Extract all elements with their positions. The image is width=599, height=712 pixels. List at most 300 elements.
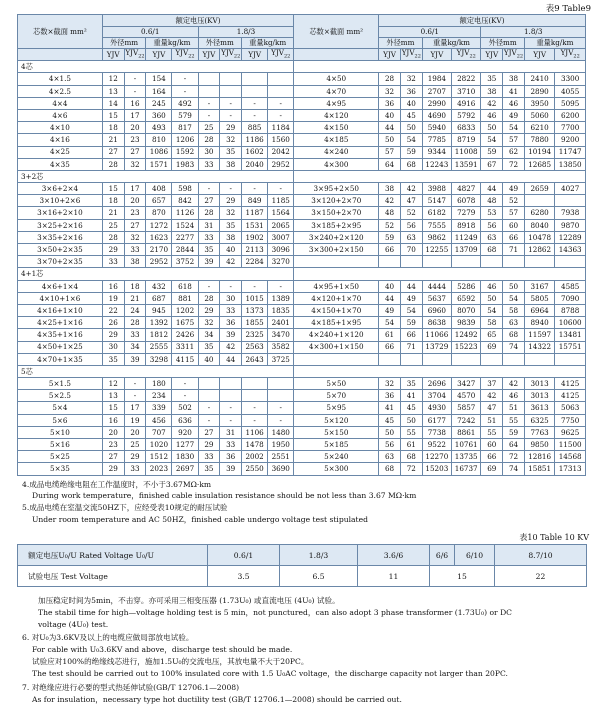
value-cell: 13729 xyxy=(422,341,451,353)
core-section-cell: 5×300 xyxy=(294,463,379,475)
value-cell: 26 xyxy=(102,317,124,329)
value-cell: 1512 xyxy=(146,451,172,463)
value-cell: 3298 xyxy=(146,353,172,365)
value-cell: - xyxy=(220,414,242,426)
value-cell: 70 xyxy=(400,244,422,256)
value-cell: 57 xyxy=(503,134,525,146)
core-section-cell: 4×50+1×25 xyxy=(18,341,103,353)
value-cell: 32 xyxy=(220,207,242,219)
value-cell: 29 xyxy=(198,439,220,451)
value-cell: 45 xyxy=(400,402,422,414)
value-cell xyxy=(555,195,586,207)
value-cell: 40 xyxy=(198,353,220,365)
value-cell: - xyxy=(242,280,268,292)
value-cell: - xyxy=(124,378,146,390)
value-cell: 33 xyxy=(124,329,146,341)
value-cell: 66 xyxy=(400,329,422,341)
value-cell: 33 xyxy=(124,244,146,256)
value-cell: 35 xyxy=(481,73,503,85)
value-cell: 4585 xyxy=(555,280,586,292)
value-cell: 63 xyxy=(379,451,401,463)
value-cell: 60 xyxy=(503,219,525,231)
value-cell: 60 xyxy=(481,439,503,451)
core-section-cell: 4×16+1×10 xyxy=(18,304,103,316)
value-cell: 12255 xyxy=(422,244,451,256)
value-cell: 1015 xyxy=(242,292,268,304)
value-cell: 33 xyxy=(198,158,220,170)
value-cell: 1830 xyxy=(172,451,198,463)
value-cell: 40 xyxy=(220,244,242,256)
value-cell xyxy=(422,256,451,268)
value-cell: - xyxy=(268,414,294,426)
value-cell: 707 xyxy=(146,426,172,438)
value-cell: 33 xyxy=(124,463,146,475)
value-cell: 1185 xyxy=(268,195,294,207)
value-cell: 1277 xyxy=(172,439,198,451)
value-cell: 164 xyxy=(146,85,172,97)
core-section-cell: 4×16 xyxy=(18,134,103,146)
value-cell: 1206 xyxy=(172,134,198,146)
value-cell: 69 xyxy=(481,341,503,353)
value-cell: 842 xyxy=(172,195,198,207)
value-cell: 46 xyxy=(481,280,503,292)
value-cell: 32 xyxy=(379,85,401,97)
value-cell: 48 xyxy=(481,195,503,207)
outer-diameter-header: 外径mm xyxy=(102,38,146,49)
value-cell: - xyxy=(220,183,242,195)
value-cell: 20 xyxy=(124,122,146,134)
value-cell: 33 xyxy=(220,304,242,316)
weight-header: 重量kg/km xyxy=(146,38,198,49)
value-cell: 46 xyxy=(503,390,525,402)
value-cell: 12289 xyxy=(555,231,586,243)
value-cell: 10600 xyxy=(555,317,586,329)
core-section-cell xyxy=(294,353,379,365)
value-cell: 69 xyxy=(481,463,503,475)
note-after-en2: voltage (4U₀) test. xyxy=(38,620,109,629)
value-cell: 25 xyxy=(124,439,146,451)
value-cell: - xyxy=(268,109,294,121)
core-section-cell: 3×240+2×120 xyxy=(294,231,379,243)
value-cell: 2023 xyxy=(146,463,172,475)
value-cell: 42 xyxy=(481,390,503,402)
value-cell: 1602 xyxy=(242,146,268,158)
core-section-cell: 4×185 xyxy=(294,134,379,146)
value-cell: 11008 xyxy=(452,146,481,158)
value-cell: 2550 xyxy=(242,463,268,475)
value-cell: 38 xyxy=(220,231,242,243)
value-cell: 12685 xyxy=(524,158,554,170)
value-cell: 618 xyxy=(172,280,198,292)
value-cell: 50 xyxy=(481,292,503,304)
value-cell: 27 xyxy=(102,146,124,158)
value-cell: 28 xyxy=(124,317,146,329)
value-cell: 46 xyxy=(481,109,503,121)
value-cell: 12816 xyxy=(524,451,554,463)
value-cell: 31 xyxy=(198,219,220,231)
table-row xyxy=(18,439,586,451)
core-section-cell: 5×2.5 xyxy=(18,390,103,402)
value-cell: - xyxy=(198,280,220,292)
core-section-cell: 5×16 xyxy=(18,439,103,451)
core-section-cell: 5×4 xyxy=(18,402,103,414)
core-section-cell: 4×35 xyxy=(18,158,103,170)
table-row xyxy=(18,390,586,402)
core-section-cell: 5×6 xyxy=(18,414,103,426)
value-cell: - xyxy=(124,85,146,97)
value-cell: 38 xyxy=(503,73,525,85)
value-cell: 13481 xyxy=(555,329,586,341)
table-row xyxy=(18,463,586,475)
core-section-cell: 4×300 xyxy=(294,158,379,170)
table10-label: 表10 Table 10 KV xyxy=(519,533,589,542)
value-cell: 27 xyxy=(124,146,146,158)
value-cell: - xyxy=(124,73,146,85)
core-section-cell: 4×240+1×120 xyxy=(294,329,379,341)
section-label: 4芯 xyxy=(18,61,294,73)
value-cell: 5857 xyxy=(452,402,481,414)
value-cell xyxy=(481,353,503,365)
value-cell: 2325 xyxy=(242,329,268,341)
value-cell: 68 xyxy=(400,451,422,463)
value-cell: 35 xyxy=(220,146,242,158)
value-cell: 5805 xyxy=(524,292,554,304)
value-cell: 29 xyxy=(102,329,124,341)
yjv22-header: $YJV_{22}$ xyxy=(268,49,294,61)
table-row xyxy=(18,134,586,146)
value-cell: 72 xyxy=(503,158,525,170)
value-cell: 21 xyxy=(124,292,146,304)
value-cell: 35 xyxy=(198,244,220,256)
value-cell: 6964 xyxy=(524,304,554,316)
value-cell: 66 xyxy=(503,231,525,243)
core-section-cell: 4×120+1×70 xyxy=(294,292,379,304)
value-cell: 34 xyxy=(124,341,146,353)
value-cell: - xyxy=(242,109,268,121)
value-cell: 49 xyxy=(379,304,401,316)
value-cell: 27 xyxy=(124,219,146,231)
value-cell: 8040 xyxy=(524,219,554,231)
value-cell: 18 xyxy=(124,280,146,292)
value-cell: 5637 xyxy=(422,292,451,304)
yjv-header: YJV xyxy=(481,49,503,61)
value-cell: 870 xyxy=(146,207,172,219)
value-cell: 2426 xyxy=(172,329,198,341)
core-section-cell: 4×6+1×4 xyxy=(18,280,103,292)
value-cell: 3690 xyxy=(268,463,294,475)
value-cell: 66 xyxy=(379,244,401,256)
table-row xyxy=(18,97,586,109)
value-cell: 68 xyxy=(503,329,525,341)
value-cell: 13850 xyxy=(555,158,586,170)
value-cell: 61 xyxy=(400,439,422,451)
value-cell: 63 xyxy=(481,231,503,243)
value-cell: 598 xyxy=(172,183,198,195)
value-cell: 7938 xyxy=(555,207,586,219)
value-cell: 6210 xyxy=(524,122,554,134)
core-section-cell: 3×6+2×4 xyxy=(18,183,103,195)
value-cell: 1675 xyxy=(172,317,198,329)
value-cell: 71 xyxy=(400,341,422,353)
core-section-cell: 5×95 xyxy=(294,402,379,414)
value-cell: 34 xyxy=(198,329,220,341)
value-cell: 2990 xyxy=(422,97,451,109)
value-cell: 432 xyxy=(146,280,172,292)
value-cell: 245 xyxy=(146,97,172,109)
core-section-cell: 4×25+1×16 xyxy=(18,317,103,329)
yjv-header: YJV xyxy=(379,49,401,61)
table-row xyxy=(18,329,586,341)
value-cell: 35 xyxy=(102,353,124,365)
value-cell: 6280 xyxy=(524,207,554,219)
value-cell: 32 xyxy=(198,317,220,329)
value-cell: 28 xyxy=(198,207,220,219)
value-cell: - xyxy=(198,183,220,195)
value-cell: 16 xyxy=(124,97,146,109)
rated-voltage-value: 6/10 xyxy=(455,545,495,566)
value-cell: 72 xyxy=(400,463,422,475)
core-section-cell: 4×50 xyxy=(294,73,379,85)
value-cell: 35 xyxy=(220,219,242,231)
value-cell xyxy=(220,73,242,85)
value-cell: - xyxy=(172,85,198,97)
value-cell: - xyxy=(172,378,198,390)
value-cell xyxy=(242,73,268,85)
value-cell: - xyxy=(242,97,268,109)
note6-cn2: 试验应对100%的绝缘线芯进行，施加1.5U₀的交流电压，其放电量不大于20PC。 xyxy=(32,657,309,666)
value-cell: 63 xyxy=(400,231,422,243)
value-cell: 6325 xyxy=(524,414,554,426)
table-row xyxy=(18,256,586,268)
value-cell: - xyxy=(220,280,242,292)
value-cell: 657 xyxy=(146,195,172,207)
table-row xyxy=(18,353,586,365)
table-row xyxy=(18,207,586,219)
value-cell: 456 xyxy=(146,414,172,426)
value-cell: 40 xyxy=(379,280,401,292)
value-cell: 49 xyxy=(400,292,422,304)
value-cell: 13735 xyxy=(452,451,481,463)
value-cell: - xyxy=(220,109,242,121)
value-cell: 15 xyxy=(102,402,124,414)
core-section-cell: 5×240 xyxy=(294,451,379,463)
value-cell: 33 xyxy=(102,256,124,268)
core-section-cell: 4×95 xyxy=(294,97,379,109)
table-row xyxy=(18,158,586,170)
core-section-header-right: 芯数×截面 mm² xyxy=(294,15,379,49)
core-section-cell: 5×120 xyxy=(294,414,379,426)
value-cell: 1812 xyxy=(146,329,172,341)
value-cell: 36 xyxy=(400,85,422,97)
value-cell: 6833 xyxy=(452,122,481,134)
table-row xyxy=(18,280,586,292)
value-cell: 849 xyxy=(242,195,268,207)
value-cell: 1184 xyxy=(268,122,294,134)
value-cell: 39 xyxy=(220,463,242,475)
value-cell: 58 xyxy=(481,317,503,329)
note7-cn: 7. 对绝缘应进行必要的型式热延伸试验(GB/T 12706.1—2008) xyxy=(22,683,240,692)
value-cell: 68 xyxy=(379,463,401,475)
value-cell: 1902 xyxy=(242,231,268,243)
core-section-cell: 4×120 xyxy=(294,109,379,121)
value-cell: 14 xyxy=(102,97,124,109)
core-section-cell: 4×95+1×50 xyxy=(294,280,379,292)
value-cell: 15751 xyxy=(555,341,586,353)
section-label: 5芯 xyxy=(18,365,294,377)
table-row xyxy=(18,146,586,158)
value-cell: 15223 xyxy=(452,341,481,353)
value-cell: 1106 xyxy=(242,426,268,438)
value-cell: 32 xyxy=(124,231,146,243)
value-cell xyxy=(503,256,525,268)
value-cell: 5940 xyxy=(422,122,451,134)
value-cell: 53 xyxy=(481,207,503,219)
value-cell: 3704 xyxy=(422,390,451,402)
value-cell: - xyxy=(220,402,242,414)
value-cell: 1272 xyxy=(146,219,172,231)
value-cell: 2697 xyxy=(172,463,198,475)
core-section-cell: 5×1.5 xyxy=(18,378,103,390)
value-cell: 19 xyxy=(124,414,146,426)
value-cell xyxy=(268,73,294,85)
value-cell: 4570 xyxy=(452,390,481,402)
value-cell: 36 xyxy=(379,390,401,402)
table9-label: 表9 Table9 xyxy=(545,4,591,14)
value-cell: 14568 xyxy=(555,451,586,463)
value-cell xyxy=(198,378,220,390)
value-cell: 68 xyxy=(400,158,422,170)
value-cell: 16 xyxy=(102,280,124,292)
value-cell: 55 xyxy=(481,426,503,438)
value-cell: 12243 xyxy=(422,158,451,170)
value-cell: - xyxy=(268,280,294,292)
value-cell: - xyxy=(124,390,146,402)
value-cell: 3950 xyxy=(524,97,554,109)
value-cell: 64 xyxy=(379,158,401,170)
value-cell: 1389 xyxy=(268,292,294,304)
value-cell: 52 xyxy=(400,207,422,219)
value-cell: 39 xyxy=(198,256,220,268)
value-cell: 4930 xyxy=(422,402,451,414)
value-cell: 7750 xyxy=(555,414,586,426)
value-cell: 42 xyxy=(503,378,525,390)
value-cell: - xyxy=(198,97,220,109)
yjv22-header: $YJV_{22}$ xyxy=(172,49,198,61)
value-cell: 3582 xyxy=(268,341,294,353)
value-cell: 1983 xyxy=(172,158,198,170)
value-cell xyxy=(400,353,422,365)
core-section-cell: 4×150 xyxy=(294,122,379,134)
value-cell: 6592 xyxy=(452,292,481,304)
value-cell: 35 xyxy=(198,341,220,353)
core-section-cell: 3×300+2×150 xyxy=(294,244,379,256)
value-cell: 33 xyxy=(220,439,242,451)
rated-voltage-value: 0.6/1 xyxy=(208,545,280,566)
core-section-cell: 3×150+2×70 xyxy=(294,207,379,219)
value-cell: 10478 xyxy=(524,231,554,243)
weight-header: 重量kg/km xyxy=(242,38,294,49)
yjv-header: YJV xyxy=(242,49,268,61)
value-cell: 18 xyxy=(102,122,124,134)
value-cell xyxy=(198,85,220,97)
value-cell: 4125 xyxy=(555,390,586,402)
value-cell: 2065 xyxy=(268,219,294,231)
value-cell: 493 xyxy=(146,122,172,134)
blank-cell xyxy=(294,49,379,61)
value-cell: 2707 xyxy=(422,85,451,97)
value-cell: 408 xyxy=(146,183,172,195)
core-section-cell: 3×185+2×95 xyxy=(294,219,379,231)
value-cell: 1623 xyxy=(146,231,172,243)
value-cell: 15203 xyxy=(422,463,451,475)
value-cell xyxy=(524,353,554,365)
value-cell: 1571 xyxy=(146,158,172,170)
core-section-cell: 4×240 xyxy=(294,146,379,158)
voltage-06-header: 0.6/1 xyxy=(379,27,481,38)
note7-en: As for insulation，necessary type hot ductility test (GB/T 12706.1—2008) should be carried out. xyxy=(32,695,402,704)
value-cell: 13591 xyxy=(452,158,481,170)
value-cell xyxy=(220,378,242,390)
outer-diameter-header: 外径mm xyxy=(481,38,525,49)
value-cell: 71 xyxy=(503,244,525,256)
test-voltage-value: 22 xyxy=(495,566,587,587)
value-cell: 492 xyxy=(172,97,198,109)
value-cell: 54 xyxy=(481,304,503,316)
value-cell: 2822 xyxy=(452,73,481,85)
value-cell: 3427 xyxy=(452,378,481,390)
value-cell: 20 xyxy=(124,195,146,207)
value-cell: - xyxy=(220,97,242,109)
value-cell: 13 xyxy=(102,85,124,97)
value-cell: 2002 xyxy=(242,451,268,463)
value-cell: 3988 xyxy=(422,183,451,195)
value-cell: 1392 xyxy=(146,317,172,329)
value-cell: 234 xyxy=(146,390,172,402)
rated-voltage-header-right: 额定电压(KV) xyxy=(379,15,586,27)
core-section-cell: 4×10+1×6 xyxy=(18,292,103,304)
test-voltage-value: 6.5 xyxy=(280,566,358,587)
value-cell: 57 xyxy=(379,146,401,158)
value-cell: 810 xyxy=(146,134,172,146)
value-cell: 1950 xyxy=(268,439,294,451)
value-cell: 3167 xyxy=(524,280,554,292)
value-cell xyxy=(379,353,401,365)
value-cell: 14363 xyxy=(555,244,586,256)
value-cell: - xyxy=(268,183,294,195)
value-cell: 57 xyxy=(503,207,525,219)
value-cell: 55 xyxy=(503,414,525,426)
value-cell: 68 xyxy=(481,244,503,256)
value-cell: 38 xyxy=(379,183,401,195)
voltage-18-header: 1.8/3 xyxy=(198,27,294,38)
value-cell: 17 xyxy=(124,109,146,121)
value-cell: 27 xyxy=(198,426,220,438)
test-voltage-label: 试验电压 Test Voltage xyxy=(18,566,208,587)
value-cell: 2040 xyxy=(242,158,268,170)
core-section-cell: 4×300+1×150 xyxy=(294,341,379,353)
value-cell xyxy=(268,390,294,402)
value-cell: 59 xyxy=(379,231,401,243)
yjv-header: YJV xyxy=(422,49,451,61)
yjv22-header: $YJV_{22}$ xyxy=(401,48,421,60)
value-cell: 7763 xyxy=(524,426,554,438)
core-section-cell: 4×2.5 xyxy=(18,85,103,97)
value-cell: 11500 xyxy=(555,439,586,451)
value-cell: 38 xyxy=(220,158,242,170)
core-section-cell: 3×70+2×35 xyxy=(18,256,103,268)
value-cell: 2113 xyxy=(242,244,268,256)
value-cell: 42 xyxy=(481,97,503,109)
